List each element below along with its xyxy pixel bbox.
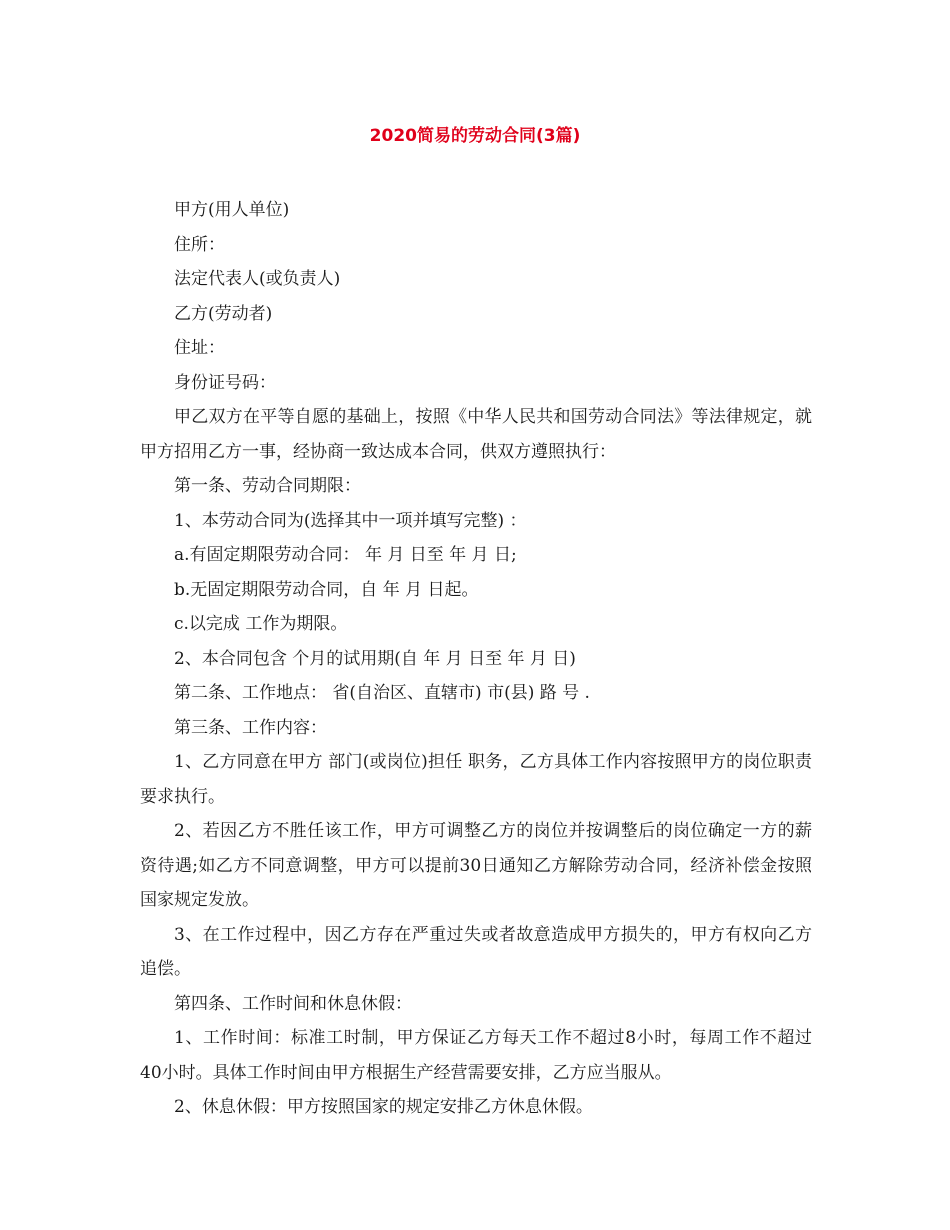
- paragraph-article-1-option-b: b.无固定期限劳动合同，自 年 月 日起。: [174, 579, 479, 600]
- paragraph-article-1-heading: 第一条、劳动合同期限：: [174, 476, 361, 496]
- paragraph-party-b-address: 住址：: [174, 338, 225, 358]
- paragraph-id-number: 身份证号码：: [174, 372, 276, 393]
- paragraph-article-1-option-a: a.有固定期限劳动合同： 年 月 日至 年 月 日;: [174, 545, 517, 565]
- paragraph-preamble: 甲乙双方在平等自愿的基础上，按照《中华人民共和国劳动合同法》等法律规定，就甲方招用乙方一事，经协商一致达成本合同，供双方遵照执行：: [140, 407, 812, 462]
- paragraph-article-4-item-1: 1、工作时间：标准工时制，甲方保证乙方每天工作不超过8小时，每周工作不超过40小时。具体工作时间由甲方根据生产经营需要安排，乙方应当服从。: [140, 1028, 812, 1083]
- paragraph-article-3-heading: 第三条、工作内容：: [174, 717, 327, 738]
- paragraph-article-1-item-2: 2、本合同包含 个月的试用期(自 年 月 日至 年 月 日): [174, 648, 576, 669]
- paragraph-article-4-item-2: 2、休息休假：甲方按照国家的规定安排乙方休息休假。: [174, 1097, 593, 1117]
- paragraph-party-a: 甲方(用人单位): [174, 200, 290, 220]
- paragraph-article-3-item-2: 2、若因乙方不胜任该工作，甲方可调整乙方的岗位并按调整后的岗位确定一方的薪资待遇;如乙方不同意调整，甲方可以提前30日通知乙方解除劳动合同，经济补偿金按照国家规定发放。: [140, 821, 812, 910]
- document-body: [140, 193, 812, 1125]
- paragraph-article-4-heading: 第四条、工作时间和休息休假：: [174, 993, 412, 1014]
- paragraph-article-3-item-1: 1、乙方同意在甲方 部门(或岗位)担任 职务，乙方具体工作内容按照甲方的岗位职责要求执行。: [140, 752, 812, 807]
- paragraph-party-b: 乙方(劳动者): [174, 303, 273, 324]
- paragraph-article-3-item-3: 3、在工作过程中，因乙方存在严重过失或者故意造成甲方损失的，甲方有权向乙方追偿。: [140, 924, 812, 979]
- paragraph-article-1-option-c: c.以完成 工作为期限。: [174, 614, 348, 634]
- paragraph-party-a-address: 住所：: [174, 234, 225, 255]
- paragraph-legal-representative: 法定代表人(或负责人): [174, 269, 341, 289]
- paragraph-article-2: 第二条、工作地点： 省(自治区、直辖市) 市(县) 路 号 .: [174, 683, 590, 703]
- paragraph-article-1-item-1: 1、本劳动合同为(选择其中一项并填写完整) ：: [174, 510, 527, 531]
- document-title: 2020简易的劳动合同(3篇): [369, 126, 581, 146]
